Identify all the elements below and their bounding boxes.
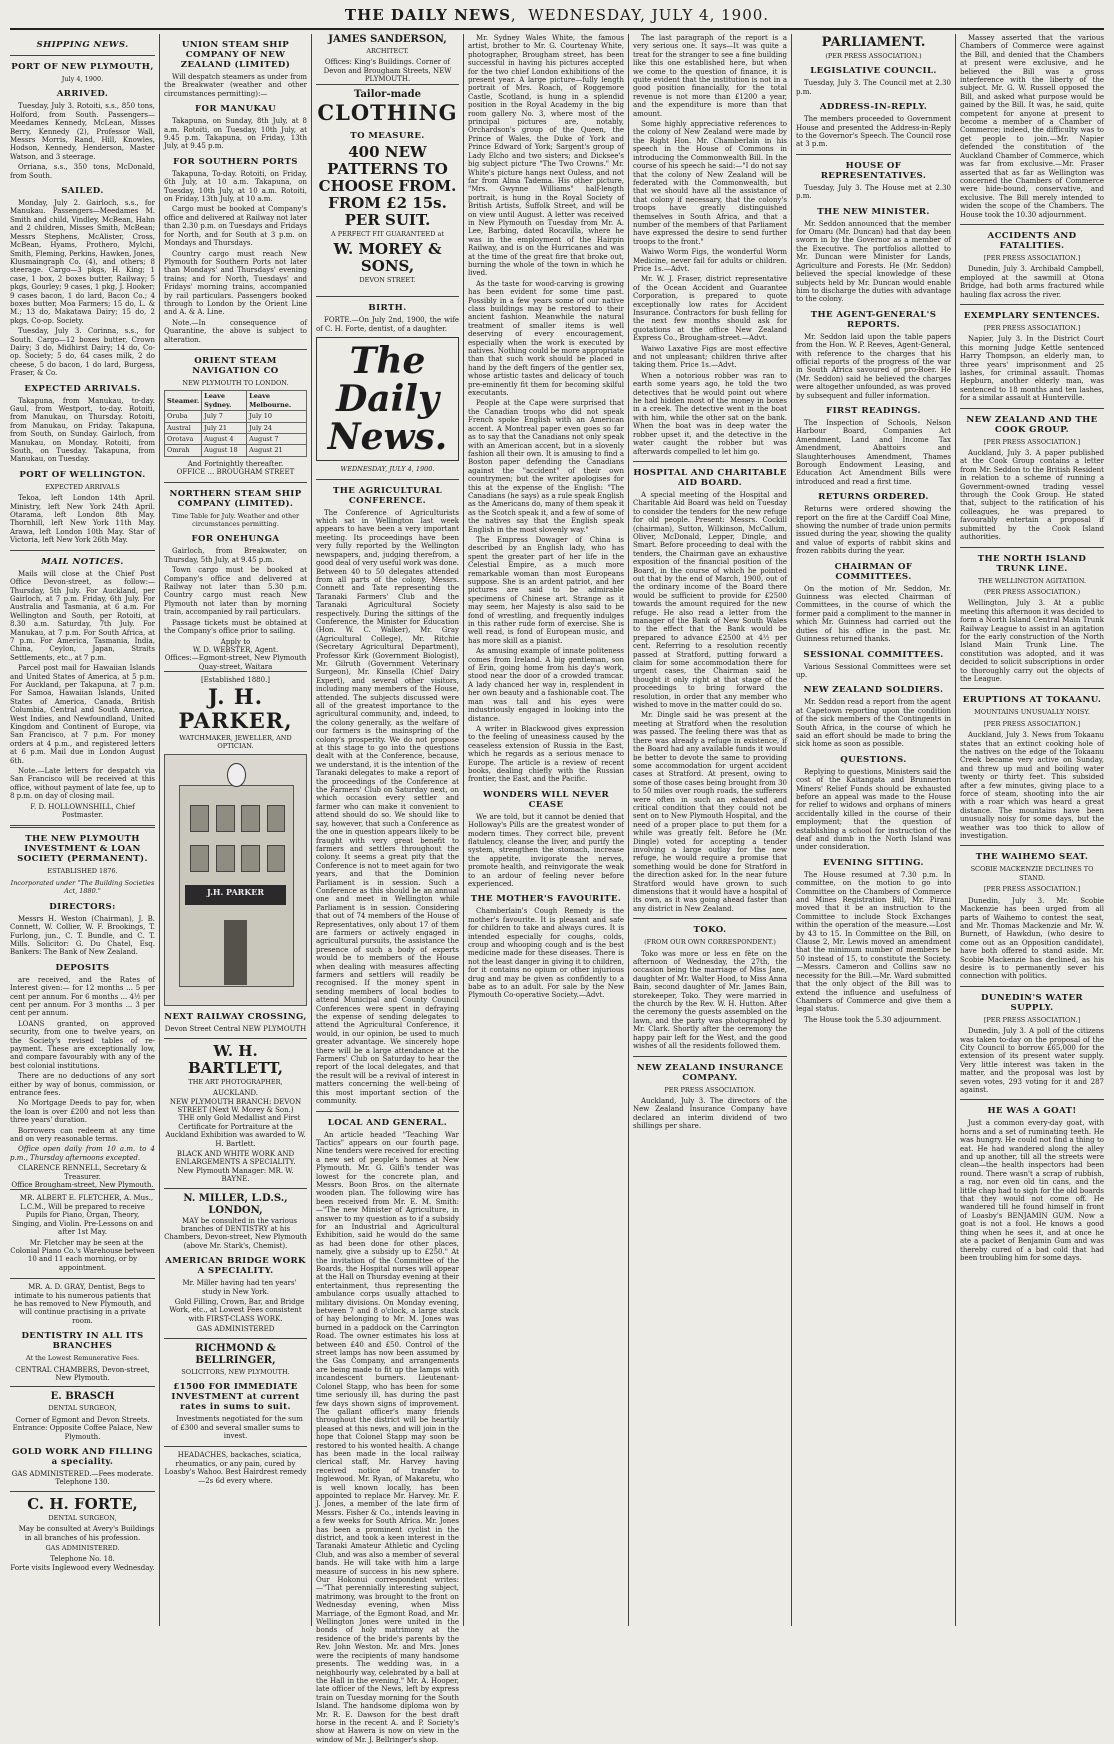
richmond-money: £1500 FOR IMMEDIATE INVESTMENT at current rates in sums to suit. — [164, 1382, 307, 1412]
tailor-guarantee: A PERFECT FIT GUARANTEED at — [316, 230, 459, 238]
conference-heading: THE AGRICULTURAL CONFERENCE. — [316, 486, 459, 506]
window-shape — [241, 845, 260, 872]
loans-text-2: There are no deductions of any sort either by way of bonus, commission, or entrance fees. — [10, 1072, 155, 1097]
sessional-heading: SESSIONAL COMMITTEES. — [796, 650, 951, 660]
article-text: A writer in Blackwood gives expression to the feeling of uneasiness caused by the ceaseless extension of Russia in the East, which he regards as a serious menace to Europe. The article is a review of recent books, dealing chiefly with the Russian frontier, the East, and the Pacific. — [468, 725, 624, 784]
waihemo-sub-2: SCOBIE MACKENZIE DECLINES TO STAND. — [960, 865, 1104, 882]
gray-ad — [10, 1278, 155, 1386]
minister-heading: THE NEW MINISTER. — [796, 207, 951, 217]
tailor-price: FROM £2 15s. PER SUIT. — [316, 195, 459, 229]
morey-name: W. MOREY & SONS, — [316, 241, 459, 275]
sailed-heading: SAILED. — [10, 186, 155, 196]
article-text: As amusing example of innate politeness comes from Ireland. A big gentleman, son of Erin, going home from his day's work, stood near the door of a crowded tramcar. A lady chanced her way in, resplendent in her own beauty and a fashionable coat. The man was tall and his eyes were industriously engaged in looking into the distance. — [468, 647, 624, 723]
questions-heading: QUESTIONS. — [796, 755, 951, 765]
divider — [960, 688, 1104, 689]
agents-text: Mr. Seddon laid upon the table papers from the Hon. W. P. Reeves, Agent-General, with reference to the charges that his official reports of the progress of the war in South Africa savoured of pro-Boer. He (Mr. Seddon) said he believed the charges were altogether unfounded, as was proved by subsequent and fuller information. — [796, 333, 951, 400]
sentences-heading: EXEMPLARY SENTENCES. — [960, 311, 1104, 321]
northern-title: NORTHERN STEAM SHIP COMPANY (LIMITED). — [164, 489, 307, 509]
sailing-table — [164, 390, 307, 456]
onehunga-heading: FOR ONEHUNGA — [164, 534, 307, 544]
divider — [633, 461, 787, 462]
headaches-ad — [164, 1446, 307, 1491]
water-heading: DUNEDIN'S WATER SUPPLY. — [960, 993, 1104, 1013]
sailed-text: Monday, July 2. Gairloch, s.s., for Manukau. Passengers—Meedames M. Smith and child, Vindley, McBean, Hahn and 2 children, Misses Smith, McBean; Messrs Stephens, McAlister, Cross, McBean, Hyams, Prothero, Mylchi, Smith, Fleming, Perkins, Hawken, Jones, Klusmaingraph Co. (4), and others; 8 steerage. Cargo—3 pkgs, H. King; 1 case, 1 box, 2 boxes butter, Railway; 5 pkgs, Gourley; 9 cases, 1 pkg, J. Hooker; 9 cases bacon, 1 do lard, Bacon Co.; 4 boxes butter, Moa Farmers; 15 do, L. & M.; 13 do, Makatawa Dairy; 15 do, 2 pkgs, Co-op. Society. — [10, 199, 155, 325]
mail-text-2: Parcel post mail for Hawaiian Islands and United States of America, at 5 p.m. For Auckland, per Takapuna, at 7 p.m. For Samoa, Hawaiian Islands, United States of America, Canada, British Columbia, Central and South America, West Indies, and Newfoundland, United Kingdom and Continent of Europe, via San Francisco, at 7 p.m. For money orders at 4 p.m., and registered letters at 6 p.m. Mail due in London August 6th. — [10, 664, 155, 765]
parker-ad — [164, 671, 307, 1038]
article-text: Massey asserted that the various Chambers of Commerce were against the Bill, and denied that the Chambers at present were exclusive, and he believed the Bill was a gross interference with the liberty of the subject. Mr. G. W. Russell opposed the Bill, and asked what purpose would be gained by the Bill. It was, he said, quite competent for anyone at present to become a member of a Chamber of Commerce; indeed, the difficulty was to get people to join.—Mr. Napier defended the constitution of the Auckland Chamber of Commerce, which was far from exclusive.—Mr. Fraser asserted that as far as Wellington was concerned the Chambers of Commerce were hide-bound, conservative, and exclusive. The Bill merely intended to widen the scope of the Chambers. The House took the 10.30 adjournment. — [960, 34, 1104, 219]
table-row — [165, 434, 307, 445]
divider — [960, 224, 1104, 225]
local-text: An article headed "Teaching War Tactics" appears on our fourth page. Nine tenders were received for erecting a new set of people's homes at New Plymouth. Mr. G. Gilfi's tender was lowest for the concrete plan, and Messrs. Boon Bros. on the alternate wooden plan. The following wire has been received from Mr. E. M. Smith:—"The new Minister of Agriculture, in answer to my question as to if a subsidy for an Industrial and Agricultural Exhibition, said he would do the same as had been done for other places, namely, give a subsidy up to £250." At the invitation of the Committee of the Boards, the Hospital nurses will appear at the Hall on Thursday evening at their entertainment, thus representing the ambulance corps usually attached to military divisions. On Monday evening, between 7 and 8 o'clock, a large stack of hay belonging to Mr. M. Jones was burned in a paddock on the Carrington Road. The owner estimates his loss at between £40 and £50. Control of the street lamps has now been assumed by the Gas Company, and arrangements are being made to fit up the lamps with incandescent burners. Lieutenant-Colonel Stapp, who has been for some time seriously ill, has during the past few days shown signs of improvement. The gallant officer's many friends throughout the district will be heartily pleased at this news, and will join in the hope that Colonel Stapp may soon be restored to his wonted health. A change has been made in the local railway clerical staff, Mr. Harvey having received notice of transfer to Inglewood. Mr. Ryan, of Makaretu, who is well known locally, has been appointed to replace Mr. Harvey. Mr. F. J. Jones, a member of the late firm of Messrs. Fisher & Co., intends leaving in a few weeks for South Africa. Mr. Jones has been a prominent cyclist in the district, and took a keen interest in the Taranaki Amateur Athletic and Cycling Club, and was also a member of several bands. He will take with him a large measure of success in his new sphere. Our Hokonui correspondent writes:—"That perennially interesting subject, matrimony, was brought to the front on Wednesday evening, when Miss Marriage, of the Egmont Road, and Mr. Wellington Jones were united in the bonds of holy matrimony at the residence of the bride's parents by the Rev. John Weston. Mr. and Mrs. Jones were the recipients of many handsome presents. The wedding was, in a neighbourly way, celebrated by a ball at the Hall in the evening." Mr. A. Hooper, late officer of the News, left by express train on Tuesday morning for the South Island. The handsome diploma won by Mr. R. E. Dawson for the best draft horse in the recent A. and P. Society's show at Hawera is now on view in the window of Mr. J. Bellringer's shop. — [316, 1131, 459, 1744]
soldiers-text: Mr. Seddon read a report from the agent at Capetown reporting upon the condition of the sick members of the Contingents in South Africa, in the course of which he said an effort should be made to bring the sick home as soon as possible. — [796, 698, 951, 748]
miller-text: MAY be consulted in the various branches of DENTISTRY at his Chambers, Devon-street, New Plymouth (above Mr. Stark's, Chemist). — [164, 1217, 307, 1251]
table-cell: July 10 — [247, 411, 307, 422]
hr-heading: HOUSE OF REPRESENTATIVES. — [796, 161, 951, 181]
clock-icon — [227, 763, 246, 788]
paper-date: WEDNESDAY, JULY 4, 1900. — [316, 465, 459, 473]
cook-sub: [PER PRESS ASSOCIATION.] — [960, 438, 1104, 446]
cook-text: Auckland, July 3. A paper published at the Cook Group contains a letter from Mr. Seddon to the British Resident in relation to a scheme of running a Government-owned trading vessel through the Cook Group. He stated that, subject to the ratification of his colleagues, he was prepared to favourably entertain a proposal if submitted by the Cook Island authorities. — [960, 449, 1104, 541]
hospital-text: A special meeting of the Hospital and Charitable Aid Board was held on Tuesday to consider the tenders for the new refuge for old people. Present: Messrs. Cockill (chairman), Sutton, Wilkinson, McCallum, Oliver, McDonald, Lepper, Dingle, and Smart. Before proceeding to deal with the tenders, the Chairman gave an exhaustive exposition of the financial position of the Board, in the course of which he pointed out that by the end of March, 1900, out of the ordinary income of the Board there would be sufficient to provide for £2500 towards the amount required for the new refuge. He also read a letter from the manager of the Bank of New South Wales to the effect that the Bank would be prepared to advance £2500 at 4½ per cent. Referring to a resolution recently passed at Stratford, putting forward a claim for some accommodation there for urgent cases, the Chairman said he thought it only right at that stage of the proceedings to bring forward the resolution, in order that any member who wished to move in the matter could do so. — [633, 491, 787, 710]
sentences-text: Napier, July 3. In the District Court this morning Judge Kettle sentenced Harry Thompson, an elderly man, to three years' imprisonment and 25 lashes, for criminal assault. Thomas Hepburn, another elderly man, was sentenced to 18 months and ten lashes, for a similar assault at Hunterville. — [960, 335, 1104, 402]
column-7 — [960, 34, 1104, 1626]
deposits-text: are received, and the Rates of Interest given:— for 12 months ... 5 per cent per annum. For 6 months ... 4½ per cent per annum. For 3 months ... 3 per cent per annum. — [10, 976, 155, 1018]
port-date: July 4, 1900. — [10, 75, 155, 83]
postmaster: F. D. HOLLOWNSHILL, Chief Postmaster. — [10, 803, 155, 820]
bartlett-manager: New Plymouth Manager: MR. W. BAYNE. — [164, 1167, 307, 1184]
gold-work: GOLD WORK AND FILLING a speciality. — [10, 1447, 155, 1467]
sentences-sub: [PER PRESS ASSOCIATION.] — [960, 324, 1104, 332]
table-cell: Orotava — [165, 434, 202, 445]
orient-title: ORIENT STEAM NAVIGATION CO — [164, 356, 307, 376]
table-row — [165, 422, 307, 433]
table-row — [165, 411, 307, 422]
bartlett-branch: NEW PLYMOUTH BRANCH: DEVON STREET (Next W. Morey & Son.) — [164, 1098, 307, 1115]
lc-text: Tuesday, July 3. The Council met at 2.30 p.m. — [796, 79, 951, 96]
article-text: The Empress Dowager of China is described by an English lady, who has spent the greater part of her life in the Celestial Empire, as a much more remarkable woman than most Europeans suppose. She is an ardent patriot, and her pictures are said to be admirable specimens of Chinese art. Strange as it may seem, her Majesty is also said to be fond of wrestling, and frequently indulges in this rather rude form of exercise. She is well read, is fond of European music, and has more skill as a pianist. — [468, 536, 624, 645]
gray-text: MR. A. D. GRAY, Dentist, Begs to intimate to his numerous patients that he has removed to New Plymouth, and will continue practising in a private room. — [10, 1283, 155, 1325]
manukau-text: Takapuna, on Sunday, 8th July, at 8 a.m. Rotoiti, on Tuesday, 10th July, at 9.45 p.m. Takapuna, on Friday, 13th July, at 9.45 p.m. — [164, 117, 307, 151]
parliament-heading: PARLIAMENT. — [796, 34, 951, 51]
sailed-text-2: Tuesday, July 3. Corinna, s.s., for South. Cargo—12 boxes butter, Crown Dairy; 3 do, Midhirst Dairy; 14 do, Co-op. Society; 5 do, 64 cases milk, 2 do cheese, 5 do bacon, 1 do lard, Burgess, Fraser, & Co. — [10, 327, 155, 377]
loans-text: LOANS granted, on approved security, from one to twelve years, on the Society's revised tables of re-payment. These are exceptionally low, and compare favourably with any of the best colonial institutions. — [10, 1020, 155, 1070]
forte-gas: GAS ADMINISTERED. — [10, 1544, 155, 1552]
wonders-text: We are told, but it cannot be denied that Holloway's Pills are the greatest wonder of modern times. They correct bile, prevent flatulency, cleanse the liver, and purify the system, strengthen the stomach, increase the appetite, invigorate the nerves, promote health, and reinvigorate the weak to an ardour of feeling never before experienced. — [468, 813, 624, 889]
water-text: Dunedin, July 3. A poll of the citizens was taken to-day on the proposal of the City Council to borrow £65,000 for the extension of its present water supply. Very little interest was taken in the matter, and the proposal was lost by seven votes, 293 voting for it and 287 against. — [960, 1027, 1104, 1094]
divider — [164, 482, 307, 483]
accidents-heading: ACCIDENTS AND FATALITIES. — [960, 231, 1104, 251]
brasch-ad — [10, 1386, 155, 1490]
soldiers-heading: NEW ZEALAND SOLDIERS. — [796, 685, 951, 695]
mail-heading: MAIL NOTICES. — [10, 557, 155, 567]
note-text: Note.—In consequence of Quarantine, the above is subject to alteration. — [164, 319, 307, 344]
divider — [633, 1056, 787, 1057]
column-1 — [10, 34, 155, 1626]
fletcher-ad — [10, 1189, 155, 1278]
shipping-heading: SHIPPING NEWS. — [10, 40, 155, 50]
waihemo-heading: THE WAIHEMO SEAT. — [960, 852, 1104, 862]
masthead-date: WEDNESDAY, JULY 4, 1900. — [528, 6, 769, 24]
masthead: THE DAILY NEWS, WEDNESDAY, JULY 4, 1900. — [10, 2, 1104, 30]
forte-note: Forte visits Inglewood every Wednesday. — [10, 1564, 155, 1572]
expected-text: Takapuna, from Manukau, to-day. Gaul, from Westport, to-day. Rotoiti, from Manukau, on Thursday. Rotoiti, from Manukau, on Friday. Takapuna, from South, on Sunday. Gairloch, from Manukau, on Monday. Rotoiti, from South, on Tuesday. Takapuna, from Manukau, on Tuesday. — [10, 397, 155, 464]
nzins-heading: NEW ZEALAND INSURANCE COMPANY. — [633, 1063, 787, 1083]
toko-heading: TOKO. — [633, 925, 787, 935]
column-rule — [311, 34, 312, 1626]
invest-title: THE NEW PLYMOUTH INVESTMENT & LOAN SOCIETY (PERMANENT). — [10, 834, 155, 864]
fortnightly: And Fortnightly thereafter. — [164, 460, 307, 468]
orient-office: OFFICE ... BROUGHAM STREET — [164, 468, 307, 476]
divider — [10, 550, 155, 551]
divider — [10, 825, 155, 828]
article-text: Mr. W. J. Fraser, district representative of the Ocean Accident and Guarantee Corporation, is prepared to quote exceptionally low rates for Accident Insurance. Contractors for bush felling for the next few months should ask for quotations at the office New Zealand Express Co., Brougham-street.—Advt. — [633, 275, 787, 342]
divider — [960, 986, 1104, 987]
table-cell: August 21 — [247, 445, 307, 456]
secretary: CLARENCE RENNELL, Secretary & Treasurer. — [10, 1164, 155, 1181]
divider — [164, 349, 307, 350]
gas-note: GAS ADMINISTERED.—Fees moderate. Telephone 130. — [10, 1470, 155, 1487]
office-hours: Office open daily from 10 a.m. to 4 p.m., Thursday afternoons excepted. — [10, 1145, 155, 1162]
richmond-ad — [164, 1338, 307, 1447]
bartlett-city: AUCKLAND. — [164, 1089, 307, 1097]
column-4 — [468, 34, 624, 1626]
conference-text: The Conference of Agriculturists which sat in Wellington last week appears to have been a very important meeting. Its proceedings have been very fully reported by the Wellington newspapers, and, judging therefrom, a good deal of very useful work was done. Between 40 to 50 delegates attended from all parts of the colony, Messrs. Connett and Tate representing the Taranaki Farmers' Club and the Taranaki Agricultural Society respectively. During the sittings of the Conference, the Minister for Education (Hon. W. C. Walker), Mr. Gray (Agricultural College), Mr. Ritchie (Secretary Agricultural Department), Professor Kirk (Government Biologist), Mr. Gilruth (Government Veterinary Surgeon), Mr. Kinsella (Chief Dairy Expert), and several other visitors, including many members of the House, attended. The subjects discussed were all of the greatest importance to the agricultural community, and, indeed, to the colony generally, as the welfare of our farmers is the mainspring of the colony's prosperity. We do not propose at this stage to go into the questions dealt with at the Conference, because, we understand, it is the intention of the Taranaki delegates to make a report of the proceedings of the Conference at the Farmers' Club on Saturday next, on which occasion every settler and farmer who can make it convenient to attend should do so. We should like to say, however, that such a Conference as the one in question appears likely to be fraught with very great benefit to farmers and settlers throughout the colony. It seems a great pity that the Conference is not to meet again for two years, and that the Dominion Parliament is in session. Such a Conference as this should be an annual one and meet in Wellington while Parliament is in session. Considering that out of 74 members of the House of Representatives, only about 17 of them are farmers or actively engaged in agricultural pursuits, the assistance the presence of such a body of experts would be to members of the House when dealing with measures affecting farmers and settlers will readily be recognised. If the money spent in sending members of local bodies to attend Municipal and County Council Conferences were spent in defraying the expense of sending delegates to attend the Agricultural Conference, it would, in our opinion, be used to much greater advantage. We sincerely hope there will be a large attendance at the Farmers' Club on Saturday to hear the report of the local delegates, and that the result will be a revival of interest in matters concerning the well-being of this most important section of the community. — [316, 509, 459, 1106]
evening-text: The House resumed at 7.30 p.m. In committee, on the motion to go into Committee on the Chambers of Commerce and Mines Registration Bill, Mr. Pirani moved that it be an instruction to the Committee to include Stock Exchanges within the operation of the measure.—Lost by 43 to 15. In Committee on the Bill, on Clause 2, Mr. Lewis moved an amendment that the minimum number of members be 50 instead of 15, to constitute the Society.—Messrs. Cameron and Collins saw no necessity for the Bill.—Mr. Ward submitted that the only object of the Bill was to extend the influence and usefulness of Chambers of Commerce and give them a legal status. — [796, 871, 951, 1014]
toko-text: Toko was more or less en fête on the afternoon of Wednesday, the 27th, the occasion being the marriage of Miss Jane, daughter of Mr. Walter Hood, to Miss Anna Bain, second daughter of Mr. James Bain, storekeeper, Toko. They were married in the church by the Rev. W. H. Hutton. After the ceremony the guests assembled on the lawn, and the party was photographed by Mr. Clark. Shortly after the ceremony the happy pair left for the West, and the good wishes of all the residents followed them. — [633, 950, 787, 1051]
sanderson-address: Offices: King's Buildings. Corner of Devon and Brougham Streets, NEW PLYMOUTH. — [316, 58, 459, 83]
article-text: As the taste for wood-carving is growing has been evident for some time past. Possibly in a few years some of our native class buildings may be restored to their ancient fashion. Meanwhile the natural treatment of smaller items is well deserving of every encouragement, especially when the work is executed by natives. Nothing could be more appropriate than that such work should be placed in hand by the deft fingers of the gentler sex, whose artistic tastes and delicacy of touch pre-eminently fit them for becoming skilful executants. — [468, 280, 624, 398]
bartlett-title: THE ART PHOTOGRAPHER, — [164, 1078, 307, 1086]
deposits-heading: DEPOSITS — [10, 963, 155, 973]
table-row — [165, 445, 307, 456]
column-2 — [164, 34, 307, 1626]
fletcher-text: MR. ALBERT E. FLETCHER, A. Mus., L.C.M., Will be prepared to receive Pupils for Piano, Organ, Theory, Singing, and Violin. Pre-Lessons on and after 1st May. — [10, 1194, 155, 1236]
table-cell: July 21 — [202, 422, 247, 433]
window-shape — [241, 805, 260, 832]
column-6 — [796, 34, 951, 1626]
trunk-heading: THE NORTH ISLAND TRUNK LINE. — [960, 554, 1104, 574]
tailor-patterns: 400 NEW PATTERNS TO CHOOSE FROM. — [316, 144, 459, 195]
divider — [316, 479, 459, 480]
returns-heading: RETURNS ORDERED. — [796, 492, 951, 502]
parker-address: Devon Street Central NEW PLYMOUTH — [164, 1025, 307, 1033]
bartlett-name: W. H. BARTLETT, — [164, 1043, 307, 1077]
bartlett-ad — [164, 1038, 307, 1188]
miller-gas: GAS ADMINISTERED — [164, 1325, 307, 1333]
miller-gold: Gold Filling, Crown, Bar, and Bridge Work, etc., at Lowest Fees consistent with FIRST-CLASS WORK. — [164, 1298, 307, 1323]
column-rule — [159, 34, 160, 1626]
toko-sub: (FROM OUR OWN CORRESPONDENT.) — [633, 938, 787, 946]
south-heading: FOR SOUTHERN PORTS — [164, 157, 307, 167]
agents-heading: THE AGENT-GENERAL'S REPORTS. — [796, 310, 951, 330]
northern-sub: Time Table for July. Weather and other circumstances permitting. — [164, 512, 307, 529]
shop-sign: J.H. PARKER — [185, 885, 287, 905]
richmond-text: Investments negotiated for the sum of £300 and several smaller sums to invest. — [164, 1415, 307, 1440]
birth-heading: BIRTH. — [316, 303, 459, 313]
local-heading: LOCAL AND GENERAL. — [316, 1118, 459, 1128]
column-rule — [463, 34, 464, 1626]
table-header-row — [165, 391, 307, 411]
tailor-measure: TO MEASURE. — [316, 131, 459, 141]
trunk-sub-2: THE WELLINGTON AGITATION. — [960, 577, 1104, 585]
northern-cargo: Town cargo must be booked at Company's office and delivered at Railway not later than 5.30 p.m. Country cargo must reach New Plymouth not later than by morning train, accompanied by rail particulars. — [164, 566, 307, 616]
nzins-sub: PER PRESS ASSOCIATION. — [633, 1086, 787, 1094]
paper-title-box — [316, 337, 459, 461]
country-text: Country cargo must reach New Plymouth for Southern Ports not later than Mondays' and Thursdays' evening trains; and for North, Tuesdays' and Fridays' morning trains, accompanied by rail particulars. Passengers booked through to London by the Orient Line and A. & A. Line. — [164, 250, 307, 317]
tokaanu-heading: ERUPTIONS AT TOKAANU. — [960, 695, 1104, 705]
secretary-address: Office Brougham-street, New Plymouth. — [10, 1181, 155, 1189]
tailor-clothing: CLOTHING — [316, 101, 459, 125]
table-cell: Oruba — [165, 411, 202, 422]
article-text: Mr. Sydney Wales White, the famous artist, brother to Mr. G. Courtenay White, photographer, Brougham street, has been successful in having his pictures accepted for the two chief London exhibitions of the present year. A large picture—fully length portrait of Mrs. Roach, of Roggemore Castle, Scotland, is hung in a splendid position in the Royal Academy in the big room gallery No. 3, where most of the principal pictures are, notably, Orchardson's group of the Queen, the Prince of Wales, the Duke of York and Prince Edward of York; Sargent's group of Lady Elcho and two sisters; and Dicksee's big subject picture "The Two Crowns." Mr. White's picture hangs next Ouless, and not far from Alma Tadema. His other picture, "Mrs. Gwynne Williams" half-length portrait, is hung in the Royal Society of British Artists, Suffolk Street, and will be on view until August. A letter was received in New Plymouth on Tuesday from Mr. A. Lee, Barbing, dated Rocavilla, where he was in the employment of the Hairpin Railway, and is on the Hurricanes and was at the time of the great fire that broke out, burning the whole of the town in which he lived. — [468, 34, 624, 278]
parker-name: J. H. PARKER, — [164, 685, 307, 733]
invest-inc: Incorporated under "The Building Societies Act, 1880." — [10, 879, 155, 896]
window-shape — [216, 805, 235, 832]
divider — [316, 1111, 459, 1112]
tailor-top: Tailor-made — [316, 89, 459, 101]
divider — [960, 547, 1104, 548]
sanderson-name: JAMES SANDERSON, — [316, 34, 459, 46]
wonders-heading: WONDERS WILL NEVER CEASE — [468, 790, 624, 810]
table-cell: Austral — [165, 422, 202, 433]
column-3 — [316, 34, 459, 1626]
accidents-text: Dunedin, July 3. Archibald Campbell, employed at the sawmill at Otona Bridge, had both arms fractured while hauling flax across the river. — [960, 265, 1104, 299]
evening-heading: EVENING SITTING. — [796, 858, 951, 868]
webster-address: Offices:—Egmont-street, New Plymouth Quay-street, Waitara — [164, 654, 307, 671]
column-rule — [791, 34, 792, 1626]
table-cell: July 7 — [202, 411, 247, 422]
birth-text: FORTE.—On July 2nd, 1900, the wife of C. H. Forte, dentist, of a daughter. — [316, 316, 459, 333]
column-rule — [955, 34, 956, 1626]
accidents-sub: [PER PRESS ASSOCIATION.] — [960, 254, 1104, 262]
house-rose: The House took the 5.30 adjournment. — [796, 1016, 951, 1024]
wellington-heading: PORT OF WELLINGTON. — [10, 470, 155, 480]
sessional-text: Various Sessional Committees were set up. — [796, 663, 951, 680]
door-shape — [224, 920, 247, 985]
trunk-text: Wellington, July 3. At a public meeting this afternoon it was decided to form a North Island Central Main Trunk Railway League to assist in an agitation for the early construction of the North Island Main Trunk Line. The constitution was adopted, and it was decided to solicit subscriptions in order to thoroughly carry out the objects of the League. — [960, 599, 1104, 683]
forte-ad — [10, 1491, 155, 1576]
article-text: Some highly appreciative references to the colony of New Zealand were made by the Right Hon. Mr. Chamberlain in his speech in the House of Commons in introducing the Commonwealth Bill. In the course of his speech he said:—"I do not say that the colony of New Zealand will be federated with the Commonwealth, but that we should have all the assistance of that colony if necessary, that the colony's troops have greatly distinguished themselves in South Africa, and that a number of the members of that Parliament have expressed the desire to send further troops to the front." — [633, 120, 787, 246]
loans-text-4: Borrowers can redeem at any time and on very reasonable terms. — [10, 1127, 155, 1144]
miller-bridge: AMERICAN BRIDGE WORK A SPECIALITY. — [164, 1256, 307, 1276]
brasch-name: E. BRASCH — [10, 1391, 155, 1403]
divider — [10, 55, 155, 56]
dentistry-fees: At the Lowest Remunerative Fees. — [10, 1354, 155, 1362]
brasch-title: DENTAL SURGEON, — [10, 1404, 155, 1412]
first-heading: FIRST READINGS. — [796, 406, 951, 416]
invest-est: ESTABLISHED 1876. — [10, 867, 155, 875]
miller-years: Mr. Miller having had ten years' study in New York. — [164, 1279, 307, 1296]
loans-text-3: No Mortgage Deeds to pay for, when the loan is over £200 and not less than three years' duration. — [10, 1099, 155, 1124]
expected-heading: EXPECTED ARRIVALS. — [10, 384, 155, 394]
mail-note: Note.—Late letters for despatch via San Francisco will be received at this office, without payment of late fee, up to 8 p.m. on day of closing mail. — [10, 767, 155, 801]
waihemo-text: Dunedin, July 3. Mr. Scobie Mackenzie has been urged from all parts of Waihemo to contest the seat, and Mr. Thomas Mackenzie and Mr. W. Burnett, of Hawkdun, (who desire to come out as an Opposition candidate), have both offered to stand aside. Mr. Scobie Mackenzie has declined, as his desire is to permanently sever his connection with politics. — [960, 897, 1104, 981]
union-sub: Will despatch steamers as under from the Breakwater (weather and other circumstances permitting):— — [164, 73, 307, 98]
sanderson-title: ARCHITECT. — [316, 47, 459, 55]
union-title: UNION STEAM SHIP COMPANY OF NEW ZEALAND (LIMITED) — [164, 40, 307, 70]
cook-heading: NEW ZEALAND AND THE COOK GROUP. — [960, 415, 1104, 435]
orient-sub: NEW PLYMOUTH TO LONDON. — [164, 379, 307, 387]
parker-est: [Established 1880.] — [164, 676, 307, 684]
arrived-text: Tuesday, July 3. Rotoiti, s.s., 850 tons, Holford, from South. Passengers—Meedames Kennedy, McLean, Misses Berry, Kennedy (2), Professor Wall, Messrs Morris, Rand, Hill, Knowles, Hodson, Kennedy, Henderson, Master Watson, and 3 steerage. — [10, 102, 155, 161]
goat-text: Just a common every-day goat, with horns and a set of ruminating teeth. He was hungry. He could not find a thing to eat. He had wandered along the alley and up another, till all the streets were clean—the health inspectors had been round. There wasn't a scrap of rubbish, a rag, nor even old tin cans, and the little chap had to sigh for the old boards that they would not come off. He wandered till he found himself in front of Loasby's BENJAMIN GUM. Now a goat is not a fool. He knows a good thing when he sees it, and at once he ate a packet of Benjamin Gum and was thereby cured of a bad cold that had been troubling him for some days. — [960, 1119, 1104, 1262]
table-cell: August 7 — [247, 434, 307, 445]
parker-title: WATCHMAKER, JEWELLER, AND OPTICIAN. — [164, 734, 307, 751]
parliament-sub: (PER PRESS ASSOCIATION.) — [796, 52, 951, 60]
forte-title: DENTAL SURGEON, — [10, 1514, 155, 1522]
onehunga-text: Gairloch, from Breakwater, on Thursday, 5th July, at 9.45 p.m. — [164, 547, 307, 564]
table-header-cell: Leave Melbourne. — [247, 391, 307, 411]
tokaanu-sub: [PER PRESS ASSOCIATION.] — [960, 720, 1104, 728]
window-shape — [267, 845, 286, 872]
brasch-address: Corner of Egmont and Devon Streets. — [10, 1416, 155, 1424]
column-5 — [633, 34, 787, 1626]
window-shape — [216, 845, 235, 872]
questions-text: Replying to questions, Ministers said the cost of the Kaitangata and Brunnerton Miners' Relief Funds should be exhausted before an appeal was made to the House for relief to widows and orphans of miners accidentally killed in the course of their employment; that the question of establishing a school for instruction of the deaf and dumb in the North Island was under consideration. — [796, 768, 951, 852]
richmond-name: RICHMOND & BELLRINGER, — [164, 1343, 307, 1367]
window-shape — [190, 805, 209, 832]
waihemo-sub: [PER PRESS ASSOCIATION.] — [960, 885, 1104, 893]
committees-text: On the motion of Mr. Seddon, Mr. Guinness was elected Chairman of Committees, in the course of which the former paid a compliment to the manner in which Mr. Guinness had carried out the duties of his office in the past. Mr. Guinness returned thanks. — [796, 585, 951, 644]
parker-next: NEXT RAILWAY CROSSING, — [164, 1012, 307, 1022]
morey-address: DEVON STREET. — [316, 276, 459, 284]
apply-label: Apply to — [164, 638, 307, 646]
mothers-heading: THE MOTHER'S FAVOURITE. — [468, 894, 624, 904]
divider — [796, 154, 951, 155]
masthead-title: THE DAILY NEWS — [345, 6, 511, 24]
northern-pass: Passage tickets must be obtained at the Company's office prior to sailing. — [164, 619, 307, 636]
divider — [960, 1099, 1104, 1100]
table-header-cell: Leave Sydney. — [202, 391, 247, 411]
article-text: The last paragraph of the report is a very serious one. It says—It was quite a treat for the stranger to see a fine building like this one established here, but when we come to the question of finance, it is quite evident that the institution is not in a good position financially, for the total revenue is not more than £1200 a year, and the expenditure is more than that amount. — [633, 34, 787, 118]
webster-name: W. D. WEBSTER, Agent. — [164, 646, 307, 654]
table-cell: August 4 — [202, 434, 247, 445]
article-text: Waiwo Laxative Figs are most effective and not unpleasant; children thrive after taking them. Price 1s.—Advt. — [633, 345, 787, 370]
goat-heading: HE WAS A GOAT! — [960, 1106, 1104, 1116]
mail-text: Mails will close at the Chief Post Office Devon-street, as follow:— Thursday, 5th July. For Auckland, per Gairloch, at 7 p.m. Friday, 6th July. For Australia and Tasmania, at 6 a.m. For Wellington and South, per Rotoiti, at 8.30 a.m. Saturday, 7th July. For Manukau, at 7 p.m. For South Africa, at 7 p.m. For America, Tasmania, India, China, Ceylon, Japan, Straits Settlements, etc., at 7 p.m. — [10, 570, 155, 662]
address-text: The members proceeded to Government House and presented the Address-in-Reply to the Governor's Speech. The Council rose at 3 p.m. — [796, 115, 951, 149]
returns-text: Returns were ordered showing the report on the fire at the Cardiff Coal Mine, showing the number of trade union permits issued during the year, showing the quality and value of exports of rabbit skins and frozen rabbits during the year. — [796, 505, 951, 555]
tokaanu-sub-2: MOUNTAINS UNUSUALLY NOISY. — [960, 708, 1104, 716]
port-heading: PORT OF NEW PLYMOUTH, — [10, 62, 155, 72]
divider — [960, 304, 1104, 305]
arrived-text-2: Orriana, s.s., 350 tons, McDonald, from South. — [10, 163, 155, 180]
tailor-ad — [316, 84, 459, 292]
divider — [960, 408, 1104, 409]
wellington-sub: EXPECTED ARRIVALS — [10, 483, 155, 491]
window-shape — [190, 845, 209, 872]
divider — [960, 845, 1104, 846]
hospital-heading: HOSPITAL AND CHARITABLE AID BOARD. — [633, 468, 787, 488]
article-text: Mr. Dingle said he was present at the meeting at Stratford when the resolution was passed. The feeling there was that as there was already a refuge in existence, if the Board had any available funds it would be better to devote the same to providing some accommodation for urgent accident cases at Stratford. At present, owing to some of those cases being brought from 30 to 50 miles over rough roads, the sufferers were often in such an exhausted and critical condition that they could not be sent on to New Plymouth Hospital, and the need of a proper place to put them for a while was greatly felt. Before he (Mr. Dingle) voted for accepting a tender involving a large outlay for the new refuge, he would require a promise that something would be done for Stratford in the direction asked for. In the near future Stratford would have grown to such dimensions that it would have a hospital of its own, as it was going ahead faster than any district in New Zealand. — [633, 711, 787, 913]
manukau-heading: FOR MANUKAU — [164, 104, 307, 114]
directors-heading: DIRECTORS: — [10, 902, 155, 912]
article-text: When a notorious robber was ran to earth some years ago, he told the two detectives that he would point out where he had hidden most of the money in boxes in a creek. The detective went in the boat with him, while the other sat on the bank. When the boat was in deep water the robber upset it, and the detective in the water caught the robber but was afterwards compelled to let him go. — [633, 372, 787, 456]
directors-text: Messrs H. Weston (Chairman), J. B. Connett, W. Collier, W. F. Brookings, T. Furlong, jun., C. T. Bundle, and C. T. Mills. Solicitor: G. Du Chatel, Esq. Bankers: The Bank of New Zealand. — [10, 915, 155, 957]
forte-phone: Telephone No. 18. — [10, 1555, 155, 1563]
brasch-entrance: Entrance: Opposite Coffee Palace, New Plymouth. — [10, 1424, 155, 1441]
article-text: People at the Cape were surprised that the Canadian troops who did not speak French spoke English with an American accent. A Montreal paper even goes so far as to say that the Canadians not only speak with an American accent, but in a slovenly fashion all their own. It is amusing to find a Boston paper defending the Canadians against the "accident" of their own countrymen; but the writer apologises for this at the expense of the English: "The Canadians (he says) as a rule speak English as the Americans do, many of them speak it as the Scotch speak it, and a few of some of the natives say that the English speak English in the most slovenly way." — [468, 399, 624, 534]
bartlett-black: BLACK AND WHITE WORK AND ENLARGEMENTS A SPECIALITY. — [164, 1150, 307, 1167]
hr-text: Tuesday, July 3. The House met at 2.30 p.m. — [796, 184, 951, 201]
tokaanu-text: Auckland, July 3. News from Tokaanu states that an extinct cooking hole of the natives on the edge of the Tokaanu Creek became very active on Sunday, and threw up mud and boiling water twenty or thirty feet. This subsided after a few minutes, giving place to a force of steam, shooting into the air with a roar which was heard a great distance. The mountains have been unusually noisy for some days, but the weather was too thick to allow of investigation. — [960, 731, 1104, 840]
headaches-text: HEADACHES, backaches, sciatica, rheumatics, or any pain, cured by Loasby's Wahoo. Best Hairdrest remedy—2s 6d every where. — [164, 1451, 307, 1485]
lc-heading: LEGISLATIVE COUNCIL. — [796, 66, 951, 76]
forte-text: May be consulted at Avery's Buildings in all branches of his profession. — [10, 1525, 155, 1542]
window-shape — [267, 805, 286, 832]
richmond-title: SOLICITORS, NEW PLYMOUTH. — [164, 1368, 307, 1376]
mothers-text: Chamberlain's Cough Remedy is the mother's favourite. It is pleasant and safe for children to take and always cures. It is intended especially for coughs, colds, croup and whooping cough and is the best medicine made for these diseases. There is not the least danger in giving it to children, for it contains no opium or other injurious drug and may be given as confidently to a babe as to an adult. For sale by the New Plymouth Co-operative Society.—Advt. — [468, 907, 624, 999]
divider — [633, 918, 787, 919]
table-cell: July 24 — [247, 422, 307, 433]
nzins-text: Auckland, July 3. The directors of the New Zealand Insurance Company have declared an interim dividend of two shillings per share. — [633, 1097, 787, 1131]
miller-name: N. MILLER, L.D.S., LONDON, — [164, 1193, 307, 1217]
divider — [316, 296, 459, 297]
column-rule — [628, 34, 629, 1626]
arrived-heading: ARRIVED. — [10, 89, 155, 99]
cargo-text: Cargo must be booked at Company's office and delivered at Railway not later than 2.30 p.m. on Tuesdays and Fridays for North, and for South at 3 p.m. on Mondays and Thursdays. — [164, 205, 307, 247]
dentistry-heading: DENTISTRY IN ALL ITS BRANCHES — [10, 1331, 155, 1351]
table-cell: August 18 — [202, 445, 247, 456]
article-text: Waiwo Worm Figs, the wonderful Worm Medicine, never fail for adults or children. Price 1s.—Advt. — [633, 248, 787, 273]
address-heading: ADDRESS-IN-REPLY. — [796, 102, 951, 112]
paper-title: The Daily News. — [319, 342, 456, 456]
committees-heading: CHAIRMAN OF COMMITTEES. — [796, 562, 951, 582]
fletcher-text-2: Mr. Fletcher may be seen at the Colonial Piano Co.'s Warehouse between 10 and 11 each morning, or by appointment. — [10, 1239, 155, 1273]
table-cell: Omrah — [165, 445, 202, 456]
south-text: Takapuna, To-day. Rotoiti, on Friday, 6th July, at 10 a.m. Takapuna, on Tuesday, 10th July, at 10 a.m. Rotoiti, on Friday, 13th July, at 10 a.m. — [164, 170, 307, 204]
wellington-text: Tekoa, left London 14th April. Ministry, left New York 24th April. Otarama, left London 8th May. Thornhill, left New York 11th May. Arawa, left London 10th May. Star of Victoria, left New York 26th May. — [10, 494, 155, 544]
shop-illustration — [164, 754, 307, 1006]
table-header-cell: Steamer. — [165, 391, 202, 411]
forte-name: C. H. FORTE, — [10, 1496, 155, 1513]
miller-ad — [164, 1188, 307, 1338]
first-text: The Inspection of Schools, Nelson Harbour Board, Companies Act Amendment, Land and Income Tax Amendment, Abattoirs and Slaughterhouses Amendment, Thames Borough Endowment Leasing, and Education Act Amendment Bills were introduced and read a first time. — [796, 419, 951, 486]
bartlett-text: THE only Gold Medallist and First Certificate for Portraiture at the Auckland Exhibition was awarded to W. H. Bartlett. — [164, 1114, 307, 1148]
chambers: CENTRAL CHAMBERS, Devon-street, New Plymouth. — [10, 1366, 155, 1383]
water-sub: [PER PRESS ASSOCIATION.] — [960, 1016, 1104, 1024]
minister-text: Mr. Seddon announced that the member for Omaru (Mr. Duncan) had that day been sworn in by the Governor as a member of the Executive. The portfolios allotted to Mr. Duncan were Minister for Lands, Agriculture and Forests. He (Mr. Seddon) believed the special knowledge of these subjects held by Mr. Duncan would enable him to discharge the duties with advantage to the colony. — [796, 220, 951, 304]
trunk-sub: (PER PRESS ASSOCIATION.) — [960, 588, 1104, 596]
